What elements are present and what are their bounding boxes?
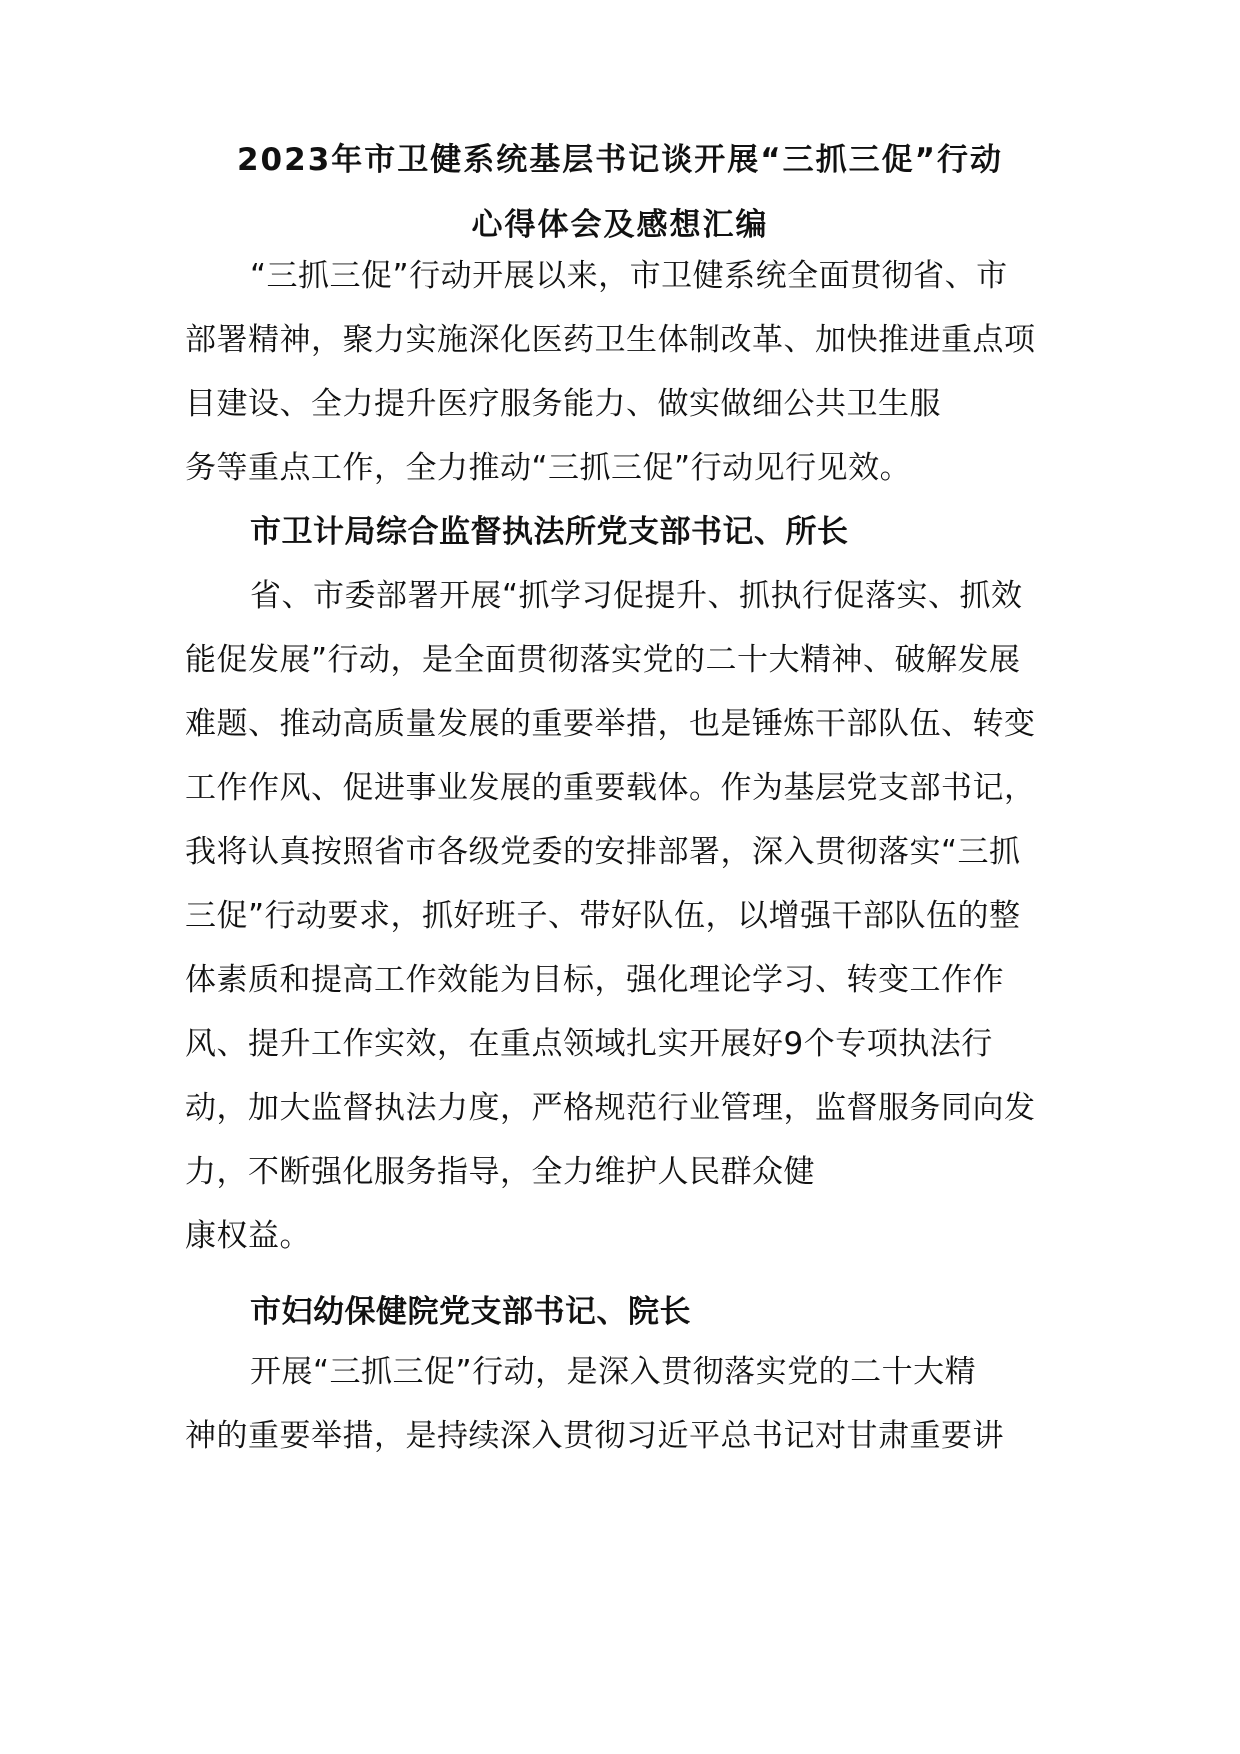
section-heading-supervision-institute: 市卫计局综合监督执法所党支部书记、所长 <box>250 514 849 550</box>
section1-paragraph-line: 康权益。 <box>185 1218 311 1254</box>
section1-paragraph-line: 省、市委部署开展“抓学习促提升、抓执行促落实、抓效 <box>250 578 1023 614</box>
section1-paragraph-line: 体素质和提高工作效能为目标，强化理论学习、转变工作作 <box>185 962 1004 998</box>
section2-paragraph-line: 神的重要举措，是持续深入贯彻习近平总书记对甘肃重要讲 <box>185 1418 1004 1454</box>
section1-paragraph-line: 三促”行动要求，抓好班子、带好队伍，以增强干部队伍的整 <box>185 898 1021 934</box>
document-title-line-1: 2023年市卫健系统基层书记谈开展“三抓三促”行动 <box>236 142 1004 178</box>
document-title-line-2: 心得体会及感想汇编 <box>471 207 769 243</box>
section1-paragraph-line: 工作作风、促进事业发展的重要载体。作为基层党支部书记， <box>185 770 1036 806</box>
section2-paragraph-line: 开展“三抓三促”行动，是深入贯彻落实党的二十大精 <box>250 1354 977 1390</box>
section1-paragraph-line: 力，不断强化服务指导，全力维护人民群众健 <box>185 1154 815 1190</box>
section1-paragraph-line: 能促发展”行动，是全面贯彻落实党的二十大精神、破解发展 <box>185 642 1021 678</box>
intro-paragraph-line: “三抓三促”行动开展以来，市卫健系统全面贯彻省、市 <box>250 258 1008 294</box>
intro-paragraph-line: 部署精神，聚力实施深化医药卫生体制改革、加快推进重点项 <box>185 322 1036 358</box>
intro-paragraph-line: 目建设、全力提升医疗服务能力、做实做细公共卫生服 <box>185 386 941 422</box>
section1-paragraph-line: 我将认真按照省市各级党委的安排部署，深入贯彻落实“三抓 <box>185 834 1021 870</box>
intro-paragraph-line: 务等重点工作，全力推动“三抓三促”行动见行见效。 <box>185 450 912 486</box>
section1-paragraph-line: 难题、推动高质量发展的重要举措，也是锤炼干部队伍、转变 <box>185 706 1036 742</box>
section1-paragraph-line: 风、提升工作实效，在重点领域扎实开展好9个专项执法行 <box>185 1026 993 1062</box>
section-heading-maternal-child-hospital: 市妇幼保健院党支部书记、院长 <box>250 1294 691 1330</box>
section1-paragraph-line: 动，加大监督执法力度，严格规范行业管理，监督服务同向发 <box>185 1090 1036 1126</box>
